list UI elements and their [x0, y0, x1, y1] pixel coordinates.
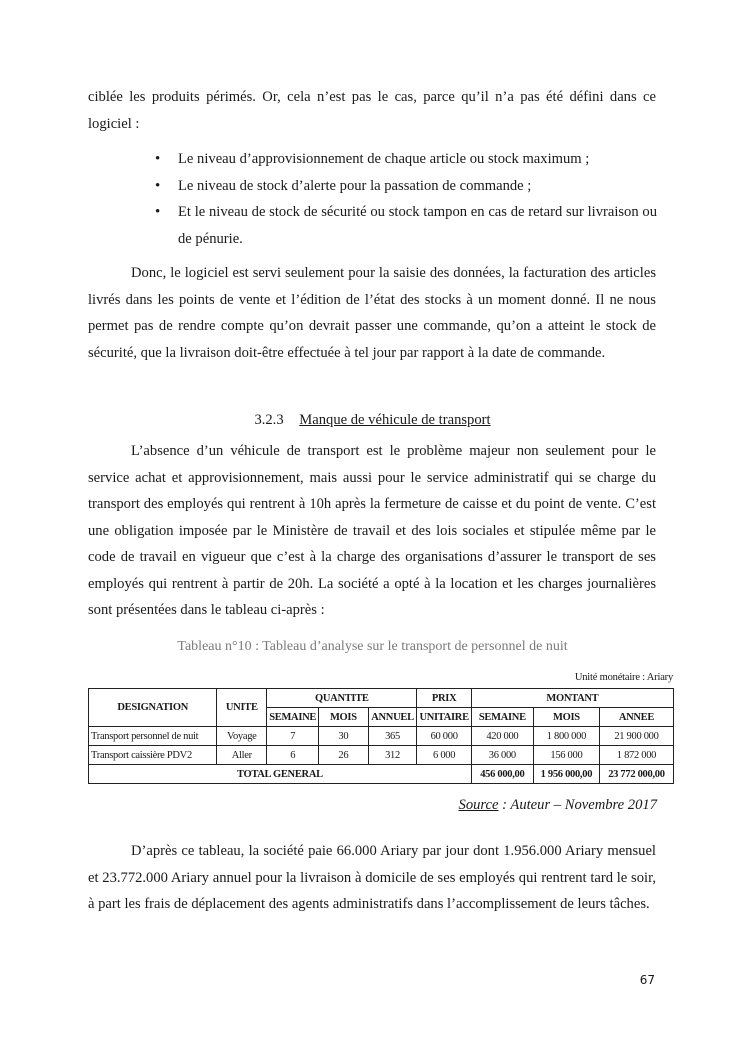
cell-montant-mois: 1 800 000: [533, 727, 599, 746]
header-montant-semaine: SEMAINE: [471, 708, 533, 727]
cell-semaine: 7: [267, 727, 319, 746]
bullet-item: • Le niveau d’approvisionnement de chaque article ou stock maximum ;: [152, 146, 657, 173]
header-prix: PRIX: [417, 689, 471, 708]
cell-montant-semaine: 420 000: [471, 727, 533, 746]
bullet-item: • Et le niveau de stock de sécurité ou stock tampon en cas de retard sur livraison ou de pénurie.: [152, 199, 657, 252]
paragraph-2-text: Donc, le logiciel est servi seulement pour la saisie des données, la facturation des articles livrés dans les points de vente et l’édition de l’état des stocks à un moment donné. Il ne nous permet pas de rendre compte qu’on devrait passer une commande, qu’on a atteint le stock de sécurité, que la livraison doit-être effectuée à tel jour par rapport à la date de commande.: [88, 265, 656, 361]
intro-text: ciblée les produits périmés. Or, cela n’est pas le cas, parce qu’il n’a pas été défini dans ce logiciel :: [88, 89, 656, 132]
table-row: [89, 727, 674, 746]
table-caption: Tableau n°10 : Tableau d’analyse sur le transport de personnel de nuit: [177, 639, 568, 654]
source-label: Source: [458, 797, 499, 813]
table-total-row: [89, 765, 674, 784]
header-annuel: ANNUEL: [368, 708, 417, 727]
header-montant-annee: ANNEE: [599, 708, 673, 727]
cell-montant-mois: 156 000: [533, 746, 599, 765]
header-mois: MOIS: [319, 708, 368, 727]
table-row: [89, 746, 674, 765]
header-designation: DESIGNATION: [89, 689, 217, 727]
cell-mois: 30: [319, 727, 368, 746]
paragraph-4: [88, 838, 656, 918]
bullet-list: [152, 146, 657, 252]
total-annee: 23 772 000,00: [599, 765, 673, 784]
cell-annuel: 365: [368, 727, 417, 746]
cell-semaine: 6: [267, 746, 319, 765]
table-source: [459, 797, 657, 814]
header-unite: UNITE: [217, 689, 267, 727]
intro-paragraph: [88, 84, 656, 137]
paragraph-3: [88, 438, 656, 624]
unit-note: Unité monétaire : Ariary: [574, 672, 673, 683]
cell-montant-annee: 21 900 000: [599, 727, 673, 746]
transport-table: [88, 688, 674, 784]
total-semaine: 456 000,00: [471, 765, 533, 784]
total-label: TOTAL GENERAL: [89, 765, 472, 784]
cell-prix: 6 000: [417, 746, 471, 765]
header-montant-mois: MOIS: [533, 708, 599, 727]
cell-unite: Voyage: [217, 727, 267, 746]
total-mois: 1 956 000,00: [533, 765, 599, 784]
cell-annuel: 312: [368, 746, 417, 765]
paragraph-2: [88, 260, 656, 366]
paragraph-4-text: D’après ce tableau, la société paie 66.000 Ariary par jour dont 1.956.000 Ariary mensuel et 23.772.000 Ariary annuel pour la livraison à domicile de ses employés qui rentrent tard le soir, à part les frais de déplacement des agents administratifs dans l’accomplissement de leurs tâches.: [88, 843, 656, 912]
source-detail: : Auteur – Novembre 2017: [498, 797, 657, 813]
page-number: 67: [639, 973, 655, 987]
paragraph-3-text: L’absence d’un véhicule de transport est le problème majeur non seulement pour le service achat et approvisionnement, mais aussi pour le service administratif qui se charge du transport des employés qui rentrent à 10h après la fermeture de caisse et du point de vente. C’est une obligation imposée par le Ministère de travail et des lois sociales et stipulée même par le code de travail en vigueur que c’est à la charge des organisations d’assurer le transport de ses employés qui rentrent à partir de 20h. La société a opté à la location et les charges journalières sont présentées dans le tableau ci-après :: [88, 443, 656, 618]
cell-designation: Transport caissière PDV2: [89, 746, 217, 765]
cell-mois: 26: [319, 746, 368, 765]
section-number: 3.2.3: [254, 412, 284, 428]
table-header-row: [89, 689, 674, 708]
cell-montant-semaine: 36 000: [471, 746, 533, 765]
cell-montant-annee: 1 872 000: [599, 746, 673, 765]
cell-designation: Transport personnel de nuit: [89, 727, 217, 746]
section-title: Manque de véhicule de transport: [299, 412, 491, 428]
section-heading: [0, 407, 745, 433]
header-semaine: SEMAINE: [267, 708, 319, 727]
bullet-item: • Le niveau de stock d’alerte pour la passation de commande ;: [152, 173, 657, 200]
cell-unite: Aller: [217, 746, 267, 765]
header-montant: MONTANT: [471, 689, 673, 708]
header-quantite: QUANTITE: [267, 689, 417, 708]
cell-prix: 60 000: [417, 727, 471, 746]
header-unitaire: UNITAIRE: [417, 708, 471, 727]
